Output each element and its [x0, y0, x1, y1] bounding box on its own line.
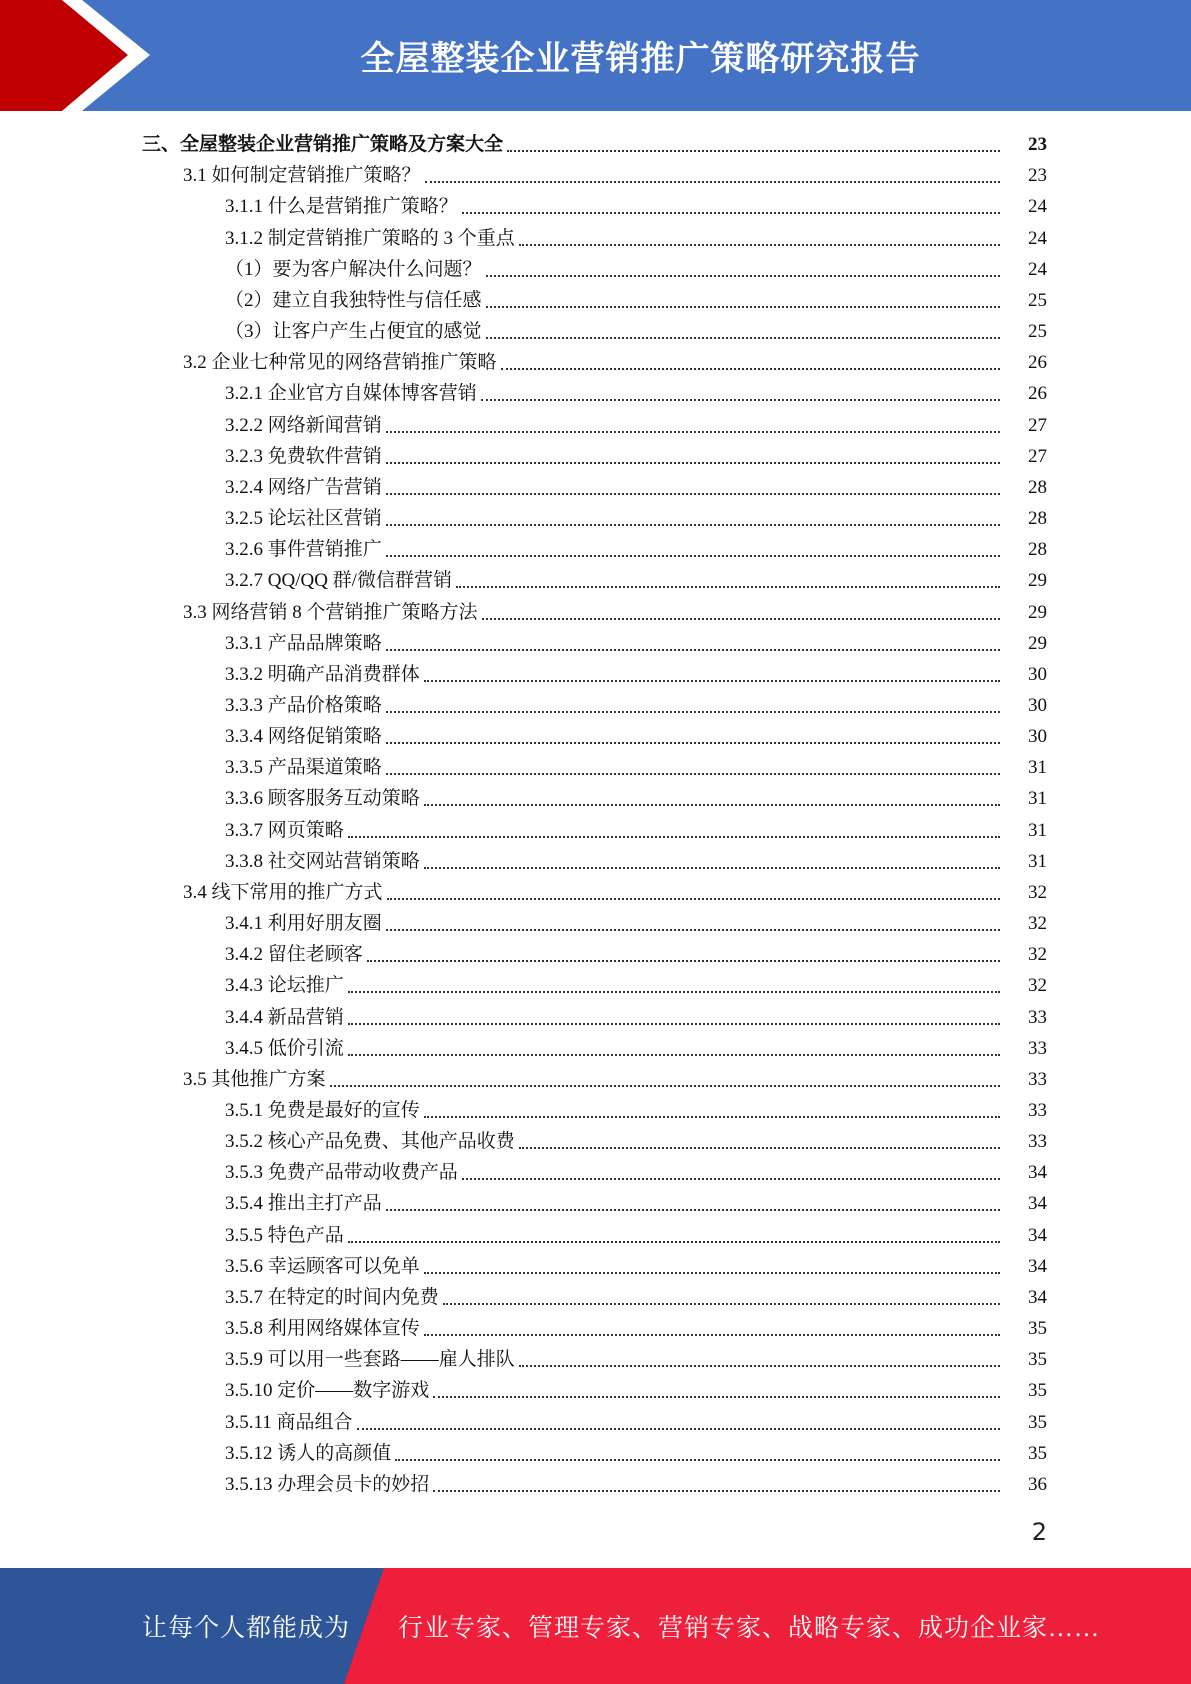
toc-entry-page: 36: [1028, 1473, 1047, 1495]
toc-dot-leader: [348, 836, 1000, 838]
toc-dot-leader: [507, 150, 1000, 152]
toc-dot-leader: [386, 1209, 1000, 1211]
toc-entry-page: 31: [1028, 850, 1047, 872]
toc-entry-title: 3.5.7 在特定的时间内免费: [225, 1286, 439, 1308]
toc-dot-leader: [386, 742, 1000, 744]
toc-entry-page: 29: [1028, 601, 1047, 623]
toc-entry-title: 3.5.3 免费产品带动收费产品: [225, 1162, 458, 1184]
footer-slogan-right: 行业专家、管理专家、营销专家、战略专家、成功企业家……: [398, 1615, 1101, 1642]
toc-entry-title: 3.5.5 特色产品: [225, 1224, 344, 1246]
toc-dot-leader: [443, 1303, 1000, 1305]
toc-entry-page: 31: [1028, 819, 1047, 841]
toc-entry-title: 3.5.8 利用网络媒体宣传: [225, 1318, 420, 1340]
toc-entry-page: 34: [1028, 1224, 1047, 1246]
toc-entry-title: 3.3.7 网页策略: [225, 819, 344, 841]
toc-entry-page: 26: [1028, 383, 1047, 405]
toc-entry-title: 3.5.10 定价——数字游戏: [225, 1380, 430, 1402]
toc-entry-title: 3.5.12 诱人的高颜值: [225, 1442, 392, 1464]
toc-entry-title: 3.4.3 论坛推广: [225, 975, 344, 997]
toc-entry-title: 3.3.4 网络促销策略: [225, 726, 382, 748]
toc-dot-leader: [348, 1241, 1000, 1243]
toc-dot-leader: [330, 1085, 1000, 1087]
toc-entry[interactable]: [0, 658, 1191, 689]
toc-entry-page: 29: [1028, 570, 1047, 592]
toc-entry-page: 30: [1028, 726, 1047, 748]
toc-entry-title: 3.2.5 论坛社区营销: [225, 508, 382, 530]
toc-entry-title: 3.3.2 明确产品消费群体: [225, 663, 420, 685]
toc-entry[interactable]: [0, 782, 1191, 813]
toc-entry[interactable]: [0, 1125, 1191, 1156]
toc-entry-title: 3.2.7 QQ/QQ 群/微信群营销: [225, 570, 452, 592]
toc-entry[interactable]: [0, 1000, 1191, 1031]
toc-dot-leader: [367, 960, 1000, 962]
toc-dot-leader: [387, 898, 1000, 900]
toc-entry-title: 3.3.1 产品品牌策略: [225, 632, 382, 654]
toc-entry-page: 27: [1028, 445, 1047, 467]
toc-entry-page: 31: [1028, 757, 1047, 779]
toc-entry[interactable]: [0, 253, 1191, 284]
toc-entry-page: 34: [1028, 1193, 1047, 1215]
toc-dot-leader: [519, 1147, 1000, 1149]
toc-entry-title: （2）建立自我独特性与信任感: [225, 289, 482, 311]
toc-dot-leader: [433, 1396, 1000, 1398]
toc-dot-leader: [386, 462, 1000, 464]
toc-entry-page: 34: [1028, 1286, 1047, 1308]
toc-entry-title: 三、全屋整装企业营销推广策略及方案大全: [142, 134, 504, 156]
toc-entry[interactable]: [0, 1218, 1191, 1249]
toc-entry-title: 3.3.8 社交网站营销策略: [225, 850, 420, 872]
toc-entry-page: 35: [1028, 1318, 1047, 1340]
toc-dot-leader: [424, 1116, 1000, 1118]
toc-entry-title: 3.4.4 新品营销: [225, 1006, 344, 1028]
toc-entry[interactable]: [0, 1156, 1191, 1187]
toc-entry-page: 31: [1028, 788, 1047, 810]
toc-entry-page: 28: [1028, 508, 1047, 530]
toc-entry[interactable]: [0, 533, 1191, 564]
toc-entry[interactable]: [0, 720, 1191, 751]
table-of-contents: [0, 128, 1191, 1499]
toc-dot-leader: [501, 368, 1000, 370]
toc-entry-title: 3.2 企业七种常见的网络营销推广策略: [183, 352, 497, 374]
toc-dot-leader: [357, 1428, 1000, 1430]
toc-entry-page: 23: [1028, 165, 1047, 187]
toc-entry[interactable]: [0, 159, 1191, 190]
toc-entry-page: 33: [1028, 1068, 1047, 1090]
toc-entry-title: 3.4 线下常用的推广方式: [183, 881, 383, 903]
toc-entry-page: 35: [1028, 1411, 1047, 1433]
toc-dot-leader: [486, 337, 1000, 339]
toc-entry[interactable]: [0, 315, 1191, 346]
toc-dot-leader: [462, 212, 1000, 214]
toc-entry[interactable]: [0, 128, 1191, 159]
toc-dot-leader: [425, 181, 1000, 183]
toc-entry-page: 33: [1028, 1100, 1047, 1121]
toc-entry[interactable]: [0, 377, 1191, 408]
toc-entry[interactable]: [0, 1032, 1191, 1063]
toc-entry-page: 29: [1028, 632, 1047, 654]
toc-entry[interactable]: [0, 627, 1191, 658]
toc-entry-page: 23: [1028, 134, 1047, 156]
toc-entry-page: 30: [1028, 694, 1047, 716]
toc-entry-page: 25: [1028, 289, 1047, 311]
toc-dot-leader: [486, 306, 1000, 308]
toc-entry[interactable]: [0, 502, 1191, 533]
toc-entry-title: 3.3 网络营销 8 个营销推广策略方法: [183, 601, 478, 623]
toc-entry[interactable]: [0, 1468, 1191, 1499]
toc-dot-leader: [424, 680, 1000, 682]
toc-entry[interactable]: [0, 1374, 1191, 1405]
toc-entry[interactable]: [0, 1312, 1191, 1343]
header-arrow-decoration: [0, 0, 260, 111]
toc-dot-leader: [386, 711, 1000, 713]
toc-entry-page: 32: [1028, 944, 1047, 966]
toc-entry[interactable]: [0, 813, 1191, 844]
toc-entry[interactable]: [0, 190, 1191, 221]
toc-entry[interactable]: [0, 689, 1191, 720]
toc-entry[interactable]: [0, 595, 1191, 626]
toc-entry-title: 3.2.6 事件营销推广: [225, 539, 382, 561]
toc-dot-leader: [386, 929, 1000, 931]
toc-entry-title: 3.5.6 幸运顾客可以免单: [225, 1255, 420, 1277]
page-header: [0, 0, 1191, 111]
toc-entry-page: 24: [1028, 196, 1047, 218]
toc-entry-title: 3.5.11 商品组合: [225, 1411, 353, 1433]
document-title: 全屋整装企业营销推广策略研究报告: [360, 39, 921, 79]
toc-entry-page: 32: [1028, 913, 1047, 935]
toc-entry[interactable]: [0, 907, 1191, 938]
toc-entry-title: 3.4.5 低价引流: [225, 1037, 344, 1059]
toc-entry[interactable]: [0, 1187, 1191, 1218]
toc-dot-leader: [433, 1490, 1000, 1492]
toc-entry[interactable]: [0, 876, 1191, 907]
toc-entry[interactable]: [0, 1343, 1191, 1374]
toc-dot-leader: [462, 1178, 1000, 1180]
toc-entry[interactable]: [0, 1250, 1191, 1281]
toc-entry-page: 28: [1028, 476, 1047, 498]
toc-dot-leader: [424, 1272, 1000, 1274]
toc-entry[interactable]: [0, 1437, 1191, 1468]
toc-entry-title: 3.5.4 推出主打产品: [225, 1193, 382, 1215]
toc-entry-page: 27: [1028, 414, 1047, 436]
toc-entry[interactable]: [0, 1281, 1191, 1312]
toc-dot-leader: [486, 275, 1000, 277]
toc-entry-title: 3.5.2 核心产品免费、其他产品收费: [225, 1131, 515, 1153]
toc-entry-page: 32: [1028, 975, 1047, 997]
toc-entry-title: 3.1.1 什么是营销推广策略？: [225, 196, 458, 218]
toc-entry[interactable]: [0, 1405, 1191, 1436]
toc-entry-title: 3.3.6 顾客服务互动策略: [225, 788, 420, 810]
toc-entry[interactable]: [0, 845, 1191, 876]
toc-entry[interactable]: [0, 440, 1191, 471]
toc-entry-page: 33: [1028, 1037, 1047, 1059]
toc-entry-title: 3.2.1 企业官方自媒体博客营销: [225, 383, 477, 405]
toc-entry-title: 3.4.2 留住老顾客: [225, 944, 363, 966]
toc-entry[interactable]: [0, 564, 1191, 595]
toc-entry-title: 3.2.3 免费软件营销: [225, 445, 382, 467]
toc-entry-page: 30: [1028, 663, 1047, 685]
toc-entry-page: 34: [1028, 1255, 1047, 1277]
toc-entry-page: 28: [1028, 539, 1047, 561]
toc-entry-page: 33: [1028, 1131, 1047, 1153]
footer-slogan-left: 让每个人都能成为: [142, 1615, 351, 1642]
toc-entry[interactable]: [0, 938, 1191, 969]
toc-dot-leader: [386, 773, 1000, 775]
toc-dot-leader: [424, 867, 1000, 869]
toc-entry[interactable]: [0, 408, 1191, 439]
toc-dot-leader: [386, 555, 1000, 557]
toc-dot-leader: [395, 1459, 1000, 1461]
toc-entry-title: 3.4.1 利用好朋友圈: [225, 913, 382, 935]
toc-dot-leader: [386, 493, 1000, 495]
toc-entry-title: 3.5.13 办理会员卡的妙招: [225, 1473, 430, 1495]
toc-entry-title: 3.1 如何制定营销推广策略？: [183, 165, 421, 187]
toc-dot-leader: [348, 991, 1000, 993]
toc-dot-leader: [348, 1023, 1000, 1025]
toc-entry-page: 35: [1028, 1442, 1047, 1464]
toc-dot-leader: [481, 399, 1000, 401]
toc-entry-page: 24: [1028, 258, 1047, 280]
toc-entry[interactable]: [0, 751, 1191, 782]
toc-entry-title: 3.3.3 产品价格策略: [225, 694, 382, 716]
toc-entry-page: 35: [1028, 1349, 1047, 1371]
toc-dot-leader: [456, 586, 1000, 588]
toc-dot-leader: [386, 524, 1000, 526]
toc-entry-title: 3.2.2 网络新闻营销: [225, 414, 382, 436]
toc-entry[interactable]: [0, 1094, 1191, 1125]
toc-dot-leader: [386, 649, 1000, 651]
toc-entry-page: 24: [1028, 227, 1047, 249]
toc-entry-title: 3.2.4 网络广告营销: [225, 476, 382, 498]
toc-entry-page: 34: [1028, 1162, 1047, 1184]
toc-entry-page: 35: [1028, 1380, 1047, 1402]
toc-dot-leader: [424, 804, 1000, 806]
toc-dot-leader: [348, 1054, 1000, 1056]
toc-entry-title: 3.5.9 可以用一些套路——雇人排队: [225, 1349, 515, 1371]
toc-entry-page: 26: [1028, 352, 1047, 374]
toc-entry-title: （3）让客户产生占便宜的感觉: [225, 321, 482, 343]
toc-entry[interactable]: [0, 221, 1191, 252]
page-number: 2: [1031, 1518, 1047, 1546]
toc-entry[interactable]: [0, 969, 1191, 1000]
toc-entry-title: （1）要为客户解决什么问题？: [225, 258, 482, 280]
toc-dot-leader: [519, 244, 1000, 246]
toc-entry-page: 33: [1028, 1006, 1047, 1028]
toc-entry-title: 3.5 其他推广方案: [183, 1068, 326, 1090]
toc-dot-leader: [519, 1365, 1000, 1367]
toc-entry-page: 25: [1028, 321, 1047, 343]
toc-dot-leader: [482, 618, 1000, 620]
toc-entry[interactable]: [0, 346, 1191, 377]
toc-entry[interactable]: [0, 471, 1191, 502]
toc-entry-title: 3.3.5 产品渠道策略: [225, 757, 382, 779]
page-footer: [0, 1568, 1191, 1684]
toc-entry-page: 32: [1028, 881, 1047, 903]
toc-entry-title: 3.5.1 免费是最好的宣传: [225, 1100, 420, 1121]
toc-entry-title: 3.1.2 制定营销推广策略的 3 个重点: [225, 227, 515, 249]
toc-entry[interactable]: [0, 1063, 1191, 1094]
toc-dot-leader: [424, 1334, 1000, 1336]
toc-entry[interactable]: [0, 284, 1191, 315]
toc-dot-leader: [386, 431, 1000, 433]
